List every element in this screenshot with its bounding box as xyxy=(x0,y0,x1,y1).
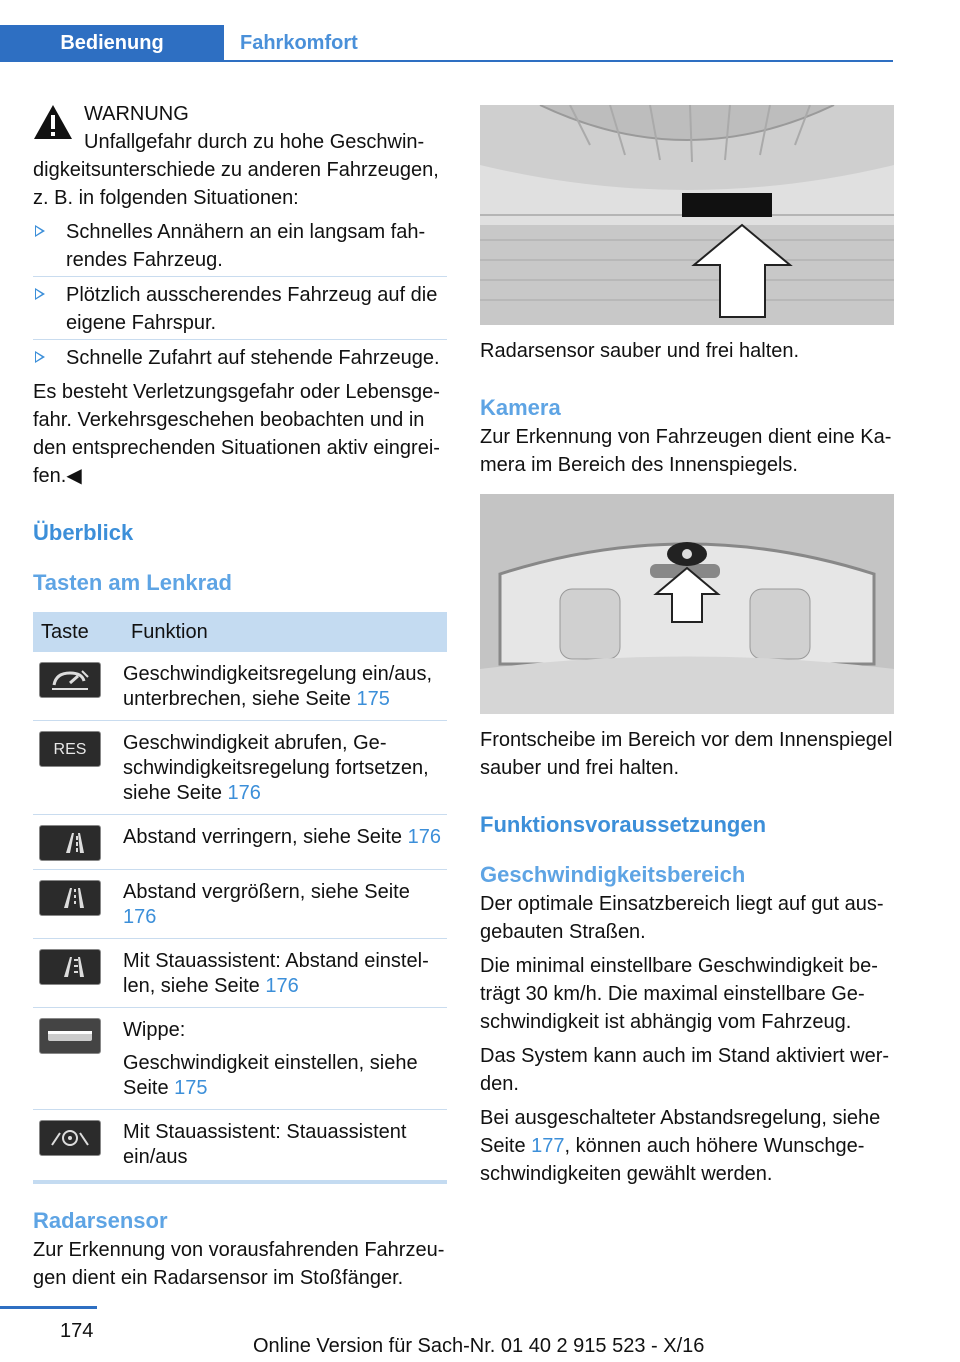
footer-divider xyxy=(0,1306,97,1309)
requirements-p4: Bei ausgeschalteter Abstandsregelung, siehe Seite 177, können auch höhere Wunschgeschwindigkeiten gewählt werden. xyxy=(480,1107,881,1185)
tab-fahrkomfort[interactable]: Fahrkomfort xyxy=(240,31,358,54)
radar-text: Zur Erkennung von vorausfahrenden Fahrzeugen dient ein Radarsensor im Stoßfänger. xyxy=(33,1239,445,1289)
cruise-control-icon xyxy=(39,662,101,698)
right-column xyxy=(480,105,894,1188)
col-header-taste: Taste xyxy=(33,612,123,652)
page-link[interactable]: 176 xyxy=(265,975,299,997)
distance-increase-icon xyxy=(39,880,101,916)
warning-triangle-icon xyxy=(33,104,73,140)
page-link[interactable]: 175 xyxy=(356,688,390,710)
steering-keys-table xyxy=(33,612,447,1184)
page-link[interactable]: 176 xyxy=(407,826,441,848)
left-column xyxy=(33,100,447,1292)
res-button-icon: RES xyxy=(39,731,101,767)
page-link[interactable]: 176 xyxy=(227,782,261,804)
table-row: Abstand verringern, siehe Seite 176 xyxy=(33,815,447,870)
table-row: Mit Stauassistent: Stauassistent ein/aus xyxy=(33,1110,447,1183)
page-link[interactable]: 176 xyxy=(123,906,157,928)
warning-line1: Unfallgefahr durch zu hohe Geschwin- xyxy=(84,131,425,153)
traffic-jam-assistant-icon xyxy=(39,1120,101,1156)
radar-caption: Radarsensor sauber und frei halten. xyxy=(480,340,800,362)
camera-text: Zur Erkennung von Fahrzeugen dient eine Kamera im Bereich des Innenspiegels. xyxy=(480,426,892,476)
requirements-p2: Die minimal einstellbare Geschwindigkeit beträgt 30 km/h. Die maximal einstellbare Geschwindigkeit ist abhängig vom Fahrzeug. xyxy=(480,955,878,1033)
tab-bedienung[interactable]: Bedienung xyxy=(0,25,224,61)
rocker-switch-icon xyxy=(39,1018,101,1054)
requirements-heading: Funktionsvoraussetzungen xyxy=(480,812,767,837)
speed-range-heading: Geschwindigkeitsbereich xyxy=(480,862,746,887)
warning-box xyxy=(33,100,447,490)
overview-heading: Überblick xyxy=(33,520,134,545)
page-number: 174 xyxy=(60,1320,94,1342)
table-row: Abstand vergrößern, siehe Seite 176 xyxy=(33,870,447,939)
footer-text: Online Version für Sach-Nr. 01 40 2 915 523 - X/16 xyxy=(253,1335,705,1357)
traffic-jam-distance-icon xyxy=(39,949,101,985)
distance-decrease-icon xyxy=(39,825,101,861)
camera-caption: Frontscheibe im Bereich vor dem Innenspiegel sauber und frei halten. xyxy=(480,729,893,779)
warning-title: WARNUNG xyxy=(84,103,189,125)
camera-heading: Kamera xyxy=(480,395,561,420)
requirements-p3: Das System kann auch im Stand aktiviert werden. xyxy=(480,1045,890,1095)
radar-sensor-photo xyxy=(480,105,894,325)
chapter-header xyxy=(0,0,893,62)
list-item: Plötzlich ausscherendes Fahrzeug auf die eigene Fahrspur. xyxy=(33,281,447,340)
camera-windshield-photo xyxy=(480,494,894,714)
bullet-triangle-icon xyxy=(35,351,45,363)
page-link[interactable]: 177 xyxy=(531,1135,565,1157)
warning-body: digkeitsunterschiede zu anderen Fahrzeugen, z. B. in folgenden Situationen: xyxy=(33,159,439,209)
bullet-triangle-icon xyxy=(35,225,45,237)
requirements-p1: Der optimale Einsatzbereich liegt auf gut ausgebauten Straßen. xyxy=(480,893,884,943)
col-header-funktion: Funktion xyxy=(123,612,447,652)
bullet-triangle-icon xyxy=(35,288,45,300)
table-row: RES Geschwindigkeit abrufen, Geschwindigkeitsregelung fortsetzen, siehe Seite 176 xyxy=(33,721,447,815)
page-link[interactable]: 175 xyxy=(174,1077,208,1099)
header-divider xyxy=(0,60,893,62)
table-row: Wippe: Geschwindigkeit einstellen, siehe Seite 175 xyxy=(33,1008,447,1110)
warning-closing: Es besteht Verletzungsgefahr oder Lebensgefahr. Verkehrsgeschehen beobachten und in den entsprechenden Situationen aktiv eingreifen.◀ xyxy=(33,381,440,487)
table-header-row xyxy=(33,612,447,652)
list-item: Schnelles Annähern an ein langsam fahrendes Fahrzeug. xyxy=(33,218,447,277)
warning-bullet-list xyxy=(33,218,447,374)
radar-heading: Radarsensor xyxy=(33,1208,168,1233)
steering-keys-heading: Tasten am Lenkrad xyxy=(33,570,232,595)
table-row: Geschwindigkeitsregelung ein/aus, unterbrechen, siehe Seite 175 xyxy=(33,652,447,721)
table-row: Mit Stauassistent: Abstand einstellen, siehe Seite 176 xyxy=(33,939,447,1008)
list-item: Schnelle Zufahrt auf stehende Fahrzeuge. xyxy=(33,344,447,374)
